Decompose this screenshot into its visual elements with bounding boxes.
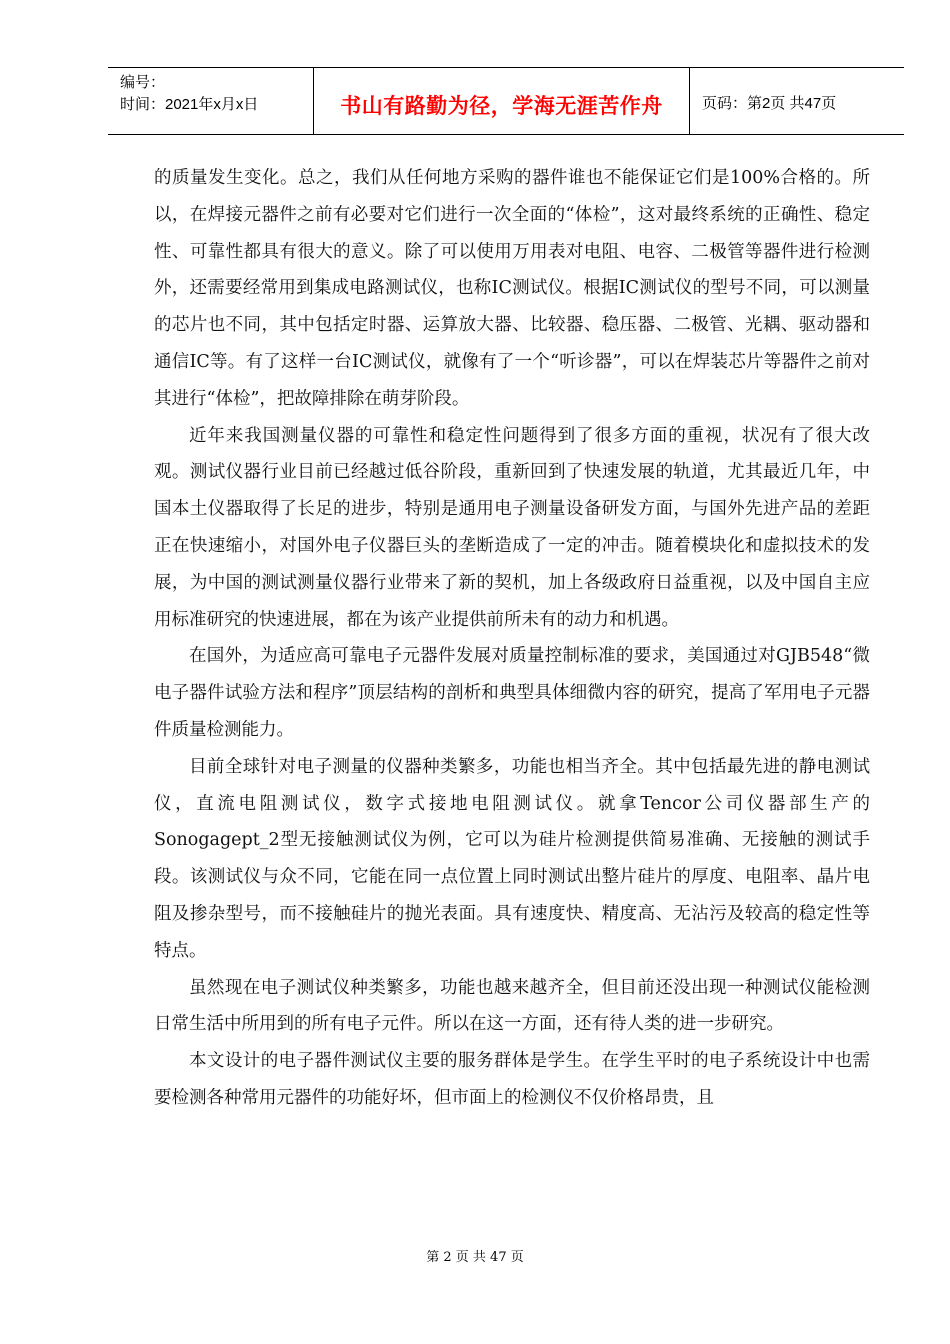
header-page-info (690, 68, 904, 134)
paragraph-4: 目前全球针对电子测量的仪器种类繁多，功能也相当齐全。其中包括最先进的静电测试仪，直流电阻测试仪，数字式接地电阻测试仪。就拿Tencor公司仪器部生产的Sonogagept_2型无接触测试仪为例，它可以为硅片检测提供简易准确、无接触的测试手段。该测试仪与众不同，它能在同一点位置上同时测试出整片硅片的厚度、电阻率、晶片电阻及掺杂型号，而不接触硅片的抛光表面。具有速度快、精度高、无沾污及较高的稳定性等特点。 (154, 756, 870, 961)
page-footer (0, 1246, 950, 1265)
body-text (154, 160, 870, 1117)
footer-page-number: 第 2 页 共 47 页 (426, 1250, 524, 1265)
header-meta (108, 68, 314, 134)
paragraph-1: 的质量发生变化。总之，我们从任何地方采购的器件谁也不能保证它们是100%合格的。所以，在焊接元器件之前有必要对它们进行一次全面的“体检”，这对最终系统的正确性、稳定性、可靠性都具有很大的意义。除了可以使用万用表对电阻、电容、二极管等器件进行检测外，还需要经常用到集成电路测试仪，也称IC测试仪。根据IC测试仪的型号不同，可以测量的芯片也不同，其中包括定时器、运算放大器、比较器、稳压器、二极管、光耦、驱动器和通信IC等。有了这样一台IC测试仪，就像有了一个“听诊器”，可以在焊装芯片等器件之前对其进行“体检”，把故障排除在萌芽阶段。 (154, 168, 870, 409)
paragraph-5: 虽然现在电子测试仪种类繁多，功能也越来越齐全，但目前还没出现一种测试仪能检测日常生活中所用到的所有电子元件。所以在这一方面，还有待人类的进一步研究。 (154, 977, 870, 1035)
header-motto-cell (314, 68, 690, 134)
page-info-text: 页码：第2页 共47页 (702, 94, 837, 112)
paragraph-6: 本文设计的电子器件测试仪主要的服务群体是学生。在学生平时的电子系统设计中也需要检测各种常用元器件的功能好坏，但市面上的检测仪不仅价格昂贵，且 (154, 1051, 870, 1108)
header-motto: 书山有路勤为径，学海无涯苦作舟 (340, 94, 663, 118)
header-table (108, 67, 904, 135)
document-date: 时间：2021年x月x日 (120, 96, 259, 113)
paragraph-3: 在国外，为适应高可靠电子元器件发展对质量控制标准的要求，美国通过对GJB548“微电子器件试验方法和程序”顶层结构的剖析和典型具体细微内容的研究，提高了军用电子元器件质量检测能力。 (154, 646, 870, 740)
document-number: 编号： (120, 74, 166, 91)
paragraph-2: 近年来我国测量仪器的可靠性和稳定性问题得到了很多方面的重视，状况有了很大改观。测试仪器行业目前已经越过低谷阶段，重新回到了快速发展的轨道，尤其最近几年，中国本土仪器取得了长足的进步，特别是通用电子测量设备研发方面，与国外先进产品的差距正在快速缩小，对国外电子仪器巨头的垄断造成了一定的冲击。随着模块化和虚拟技术的发展，为中国的测试测量仪器行业带来了新的契机，加上各级政府日益重视，以及中国自主应用标准研究的快速进展，都在为该产业提供前所未有的动力和机遇。 (154, 425, 870, 630)
